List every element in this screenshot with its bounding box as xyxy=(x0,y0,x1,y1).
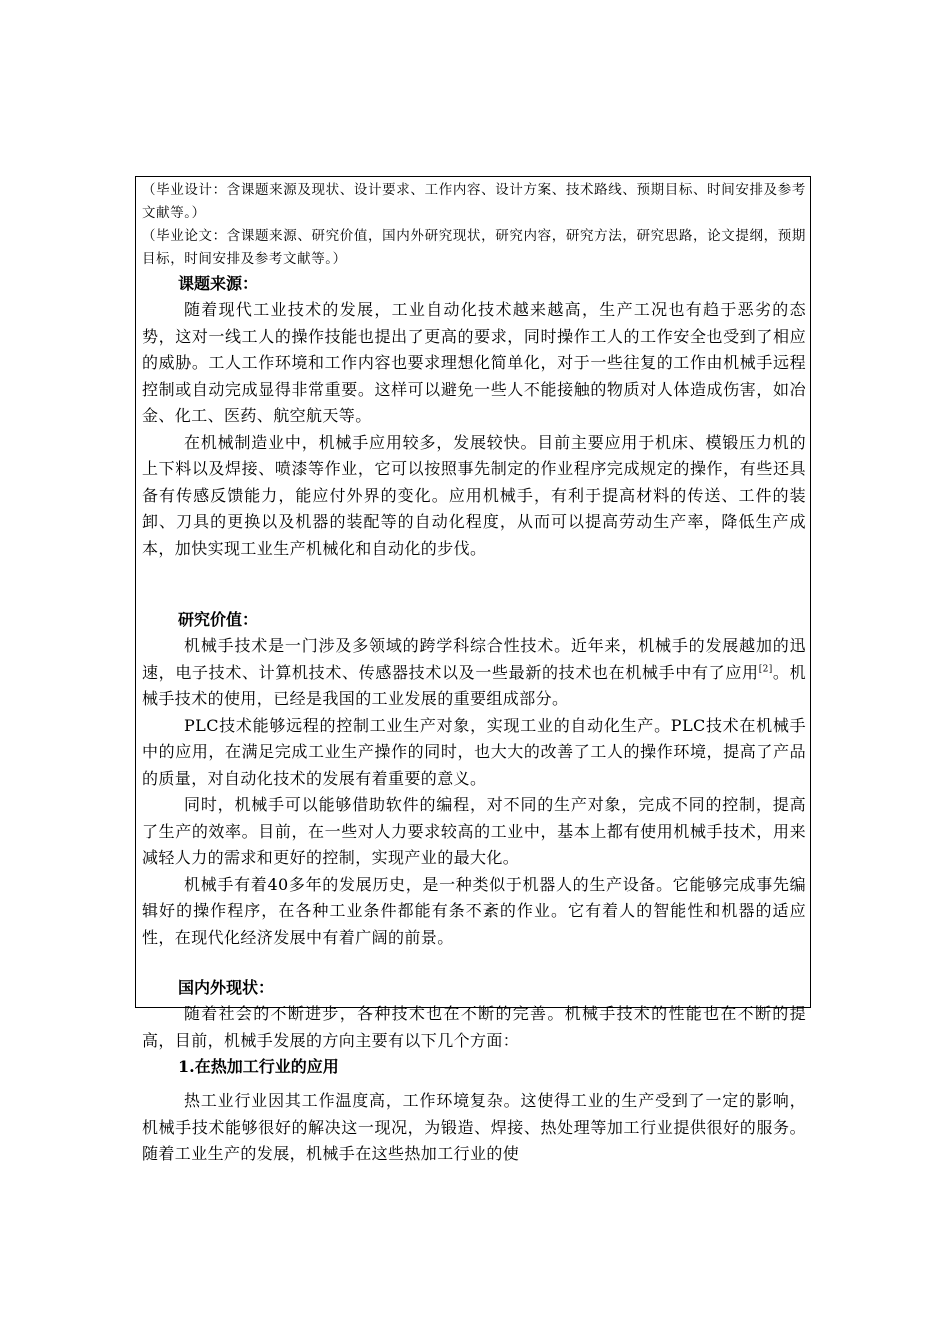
source-paragraph-1: 随着现代工业技术的发展，工业自动化技术越来越高，生产工况也有趋于恶劣的态势，这对一线工人的操作技能也提出了更高的要求，同时操作工人的工作安全也受到了相应的威胁。工人工作环境和工作内容也要求理想化简单化，对于一些往复的工作由机械手远程控制或自动完成显得非常重要。这样可以避免一些人不能接触的物质对人体造成伤害，如冶金、化工、医药、航空航天等。 xyxy=(142,300,806,425)
design-note: （毕业设计：含课题来源及现状、设计要求、工作内容、设计方案、技术路线、预期目标、时间安排及参考文献等。） xyxy=(142,182,806,221)
citation-ref: [2] xyxy=(758,664,773,675)
value-paragraph-3: 同时，机械手可以能够借助软件的编程，对不同的生产对象，完成不同的控制，提高了生产的效率。目前，在一些对人力要求较高的工业中，基本上都有使用机械手技术，用来减轻人力的需求和更好的控制，实现产业的最大化。 xyxy=(142,795,806,867)
value-paragraph-1-text: 机械手技术是一门涉及多领域的跨学科综合性技术。近年来，机械手的发展越加的迅速，电子技术、计算机技术、传感器技术以及一些最新的技术也在机械手中有了应用 xyxy=(142,636,806,682)
proposal-table-cell xyxy=(135,176,811,1163)
status-subheading: 1.在热加工行业的应用 xyxy=(178,1057,339,1076)
value-paragraph-2: PLC技术能够远程的控制工业生产对象，实现工业的自动化生产。PLC技术在机械手中的应用，在满足完成工业生产操作的同时，也大大的改善了工人的操作环境，提高了产品的质量，对自动化技术的发展有着重要的意义。 xyxy=(142,715,806,788)
thesis-note: （毕业论文：含课题来源、研究价值，国内外研究现状，研究内容，研究方法，研究思路，论文提纲，预期目标，时间安排及参考文献等。） xyxy=(142,228,806,267)
spacer xyxy=(142,562,806,607)
status-heading: 国内外现状： xyxy=(178,978,275,997)
value-heading: 研究价值： xyxy=(178,610,259,629)
value-paragraph-1 xyxy=(142,633,806,713)
source-heading: 课题来源： xyxy=(178,274,259,293)
value-paragraph-4: 机械手有着40多年的发展历史，是一种类似于机器人的生产设备。它能够完成事先编辑好的操作程序，在各种工业条件都能有条不紊的作业。它有着人的智能性和机器的适应性，在现代化经济发展中有着广阔的前景。 xyxy=(142,874,806,947)
source-paragraph-2: 在机械制造业中，机械手应用较多，发展较快。目前主要应用于机床、模锻压力机的上下料以及焊接、喷漆等作业，它可以按照事先制定的作业程序完成规定的操作，有些还具备有传感反馈能力，能应付外界的变化。应用机械手，有利于提高材料的传送、工件的装卸、刀具的更换以及机器的装配等的自动化程度，从而可以提高劳动生产率，降低生产成本，加快实现工业生产机械化和自动化的步伐。 xyxy=(142,432,806,558)
proposal-content xyxy=(142,179,806,1168)
spacer xyxy=(142,1080,806,1088)
status-paragraph-2: 热工业行业因其工作温度高，工作环境复杂。这使得工业的生产受到了一定的影响，机械手技术能够很好的解决这一现况，为锻造、焊接、热处理等加工行业提供很好的服务。随着工业生产的发展，机械手在这些热加工行业的使 xyxy=(142,1091,806,1163)
status-paragraph-1: 随着社会的不断进步，各种技术也在不断的完善。机械手技术的性能也在不断的提高，目前，机械手发展的方向主要有以下几个方面： xyxy=(142,1004,806,1050)
spacer xyxy=(142,951,806,975)
value-paragraph-1-text-end: 。机械手技术的使用，已经是我国的工业发展的重要组成部分。 xyxy=(142,662,806,708)
